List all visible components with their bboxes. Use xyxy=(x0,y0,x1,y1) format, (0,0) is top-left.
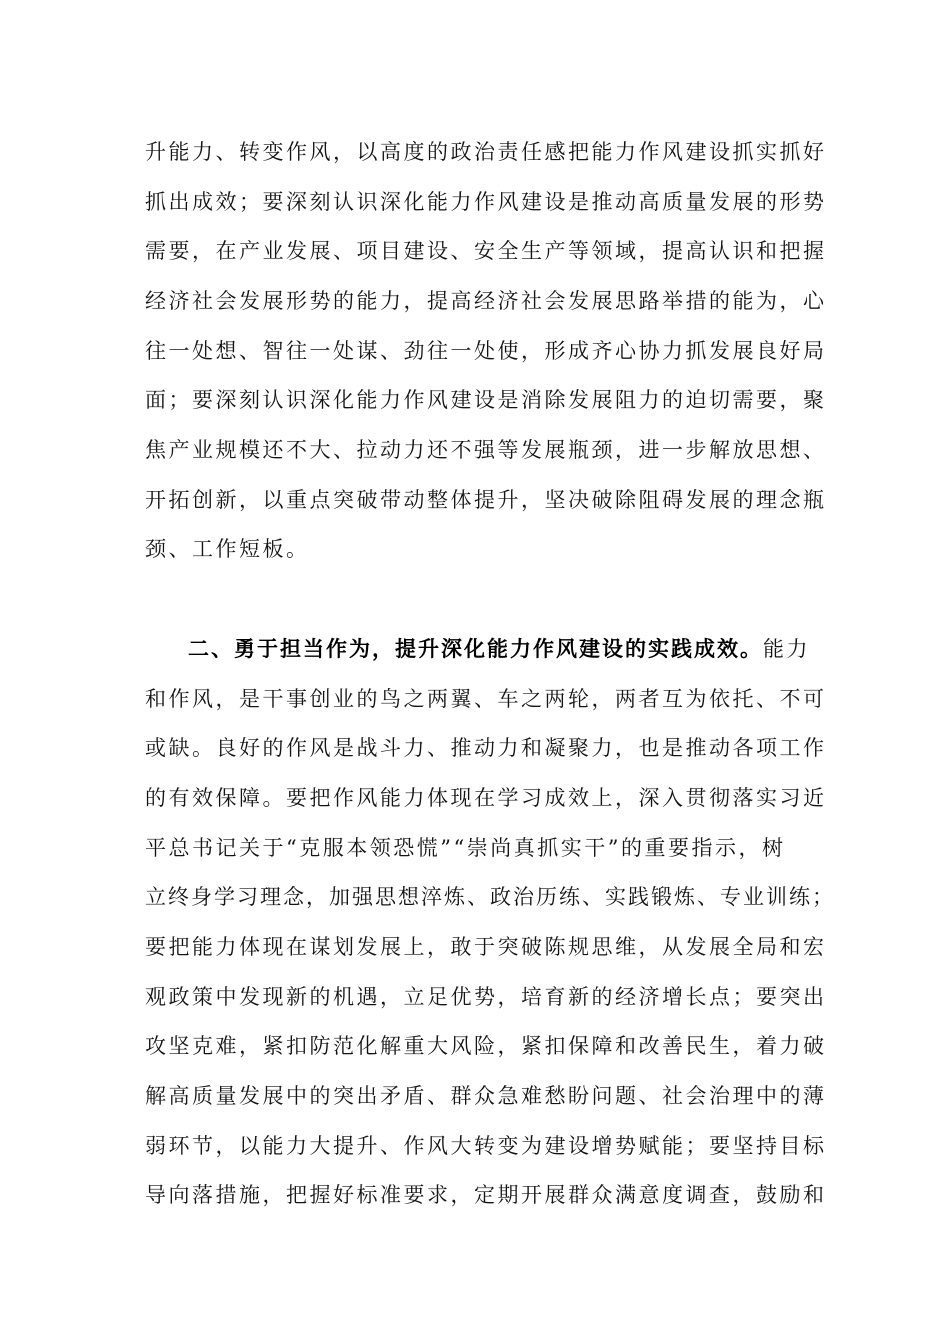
paragraph-2-line: 或缺。良好的作风是战斗力、推动力和凝聚力，也是推动各项工作 xyxy=(145,736,827,760)
paragraph-1-line: 面；要深刻认识深化能力作风建设是消除发展阻力的迫切需要，聚 xyxy=(145,388,827,412)
paragraph-2-line: 要把能力体现在谋划发展上，敢于突破陈规思维，从发展全局和宏 xyxy=(145,935,827,959)
paragraph-1-line: 焦产业规模还不大、拉动力还不强等发展瓶颈，进一步解放思想、 xyxy=(145,438,827,462)
paragraph-1-line: 升能力、转变作风，以高度的政治责任感把能力作风建设抓实抓好 xyxy=(145,140,827,164)
paragraph-1-line: 抓出成效；要深刻认识深化能力作风建设是推动高质量发展的形势 xyxy=(145,190,827,214)
paragraph-2-line: 的有效保障。要把作风能力体现在学习成效上，深入贯彻落实习近 xyxy=(145,786,827,810)
paragraph-2-line: 弱环节，以能力大提升、作风大转变为建设增势赋能；要坚持目标 xyxy=(145,1134,827,1158)
paragraph-2-line: 和作风，是干事创业的鸟之两翼、车之两轮，两者互为依托、不可 xyxy=(145,687,827,711)
paragraph-2-line: 平总书记关于“克服本领恐慌”“崇尚真抓实干”的重要指示，树 xyxy=(145,836,786,860)
paragraph-2-line: 攻坚克难，紧扣防范化解重大风险，紧扣保障和改善民生，着力破 xyxy=(145,1034,827,1058)
paragraph-2-line: 解高质量发展中的突出矛盾、群众急难愁盼问题、社会治理中的薄 xyxy=(145,1084,827,1108)
paragraph-2-line: 观政策中发现新的机遇，立足优势，培育新的经济增长点；要突出 xyxy=(145,985,827,1009)
section-heading-line xyxy=(188,629,828,669)
paragraph-1-line: 开拓创新，以重点突破带动整体提升，坚决破除阻碍发展的理念瓶 xyxy=(145,488,827,512)
heading-line-rest: 能力 xyxy=(763,637,810,661)
paragraph-1-line: 往一处想、智往一处谋、劲往一处使，形成齐心协力抓发展良好局 xyxy=(145,339,827,363)
paragraph-1-line: 经济社会发展形势的能力，提高经济社会发展思路举措的能为，心 xyxy=(145,289,827,313)
paragraph-1-line: 颈、工作短板。 xyxy=(145,537,310,561)
section-heading: 二、勇于担当作为，提升深化能力作风建设的实践成效。 xyxy=(188,637,763,661)
paragraph-1-line: 需要，在产业发展、项目建设、安全生产等领域，提高认识和把握 xyxy=(145,239,827,263)
paragraph-2-line: 立终身学习理念，加强思想淬炼、政治历练、实践锻炼、专业训练； xyxy=(145,885,835,909)
paragraph-2-line: 导向落措施，把握好标准要求，定期开展群众满意度调查，鼓励和 xyxy=(145,1183,827,1207)
